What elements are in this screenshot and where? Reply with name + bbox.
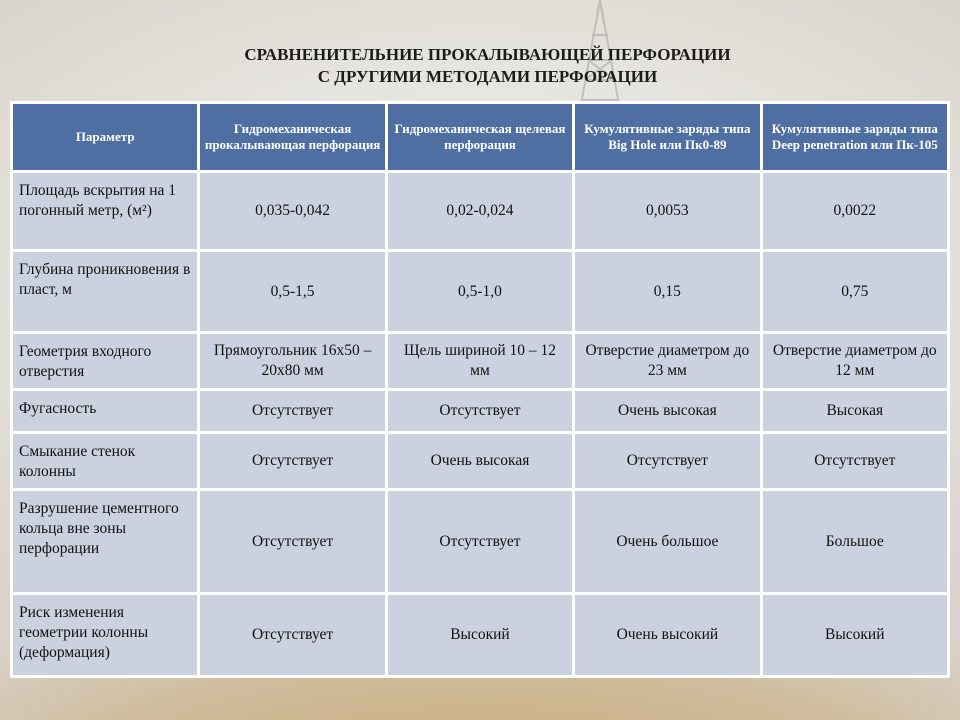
row-parameter-cell: Геометрия входного отверстия (13, 334, 197, 388)
table-cell: Отсутствует (200, 434, 384, 488)
table-cell: 0,75 (763, 252, 947, 331)
table-cell: Отсутствует (200, 491, 384, 592)
table-cell: 0,15 (575, 252, 759, 331)
table-row (13, 173, 947, 249)
table-cell: Щель шириной 10 – 12 мм (388, 334, 572, 388)
table-cell: Высокий (388, 595, 572, 675)
table-cell: Очень высокий (575, 595, 759, 675)
table-cell: Высокая (763, 391, 947, 431)
table-cell: Отсутствует (575, 434, 759, 488)
table-row (13, 434, 947, 488)
table-cell: Отверстие диаметром до 23 мм (575, 334, 759, 388)
table-cell: Высокий (763, 595, 947, 675)
table-cell: Отсутствует (200, 595, 384, 675)
table-cell: Отверстие диаметром до 12 мм (763, 334, 947, 388)
table-cell: Отсутствует (388, 391, 572, 431)
table-row (13, 391, 947, 431)
row-parameter-cell: Смыкание стенок колонны (13, 434, 197, 488)
slide-title (0, 44, 960, 88)
row-parameter-cell: Разрушение цементного кольца вне зоны перфорации (13, 491, 197, 592)
table-row (13, 252, 947, 331)
row-parameter-cell: Риск изменения геометрии колонны (деформация) (13, 595, 197, 675)
table-cell: 0,0022 (763, 173, 947, 249)
table-cell: Большое (763, 491, 947, 592)
title-line-2: С ДРУГИМИ МЕТОДАМИ ПЕРФОРАЦИИ (317, 67, 658, 86)
row-parameter-cell: Площадь вскрытия на 1 погонный метр, (м²) (13, 173, 197, 249)
table-cell: Очень высокая (575, 391, 759, 431)
table-row (13, 334, 947, 388)
table-row (13, 595, 947, 675)
header-cell: Кумулятивные заряды типа Big Hole или Пк0-89 (575, 104, 759, 170)
header-cell: Кумулятивные заряды типа Deep penetration или Пк-105 (763, 104, 947, 170)
row-parameter-cell: Глубина проникновения в пласт, м (13, 252, 197, 331)
table-header-row (13, 104, 947, 170)
header-cell: Параметр (13, 104, 197, 170)
comparison-table (10, 101, 950, 678)
header-cell: Гидромеханическая щелевая перфорация (388, 104, 572, 170)
title-line-1: СРАВНЕНИТЕЛЬНИЕ ПРОКАЛЫВАЮЩЕЙ ПЕРФОРАЦИИ (244, 45, 731, 64)
table-cell: 0,035-0,042 (200, 173, 384, 249)
table-cell: 0,0053 (575, 173, 759, 249)
row-parameter-cell: Фугасность (13, 391, 197, 431)
table-cell: 0,5-1,5 (200, 252, 384, 331)
table-cell: Прямоугольник 16х50 – 20х80 мм (200, 334, 384, 388)
table-cell: Отсутствует (200, 391, 384, 431)
table-cell: 0,02-0,024 (388, 173, 572, 249)
table-row (13, 491, 947, 592)
table-cell: Отсутствует (388, 491, 572, 592)
table-cell: Отсутствует (763, 434, 947, 488)
table-cell: 0,5-1,0 (388, 252, 572, 331)
table-cell: Очень высокая (388, 434, 572, 488)
header-cell: Гидромеханическая прокалывающая перфорация (200, 104, 384, 170)
table-cell: Очень большое (575, 491, 759, 592)
